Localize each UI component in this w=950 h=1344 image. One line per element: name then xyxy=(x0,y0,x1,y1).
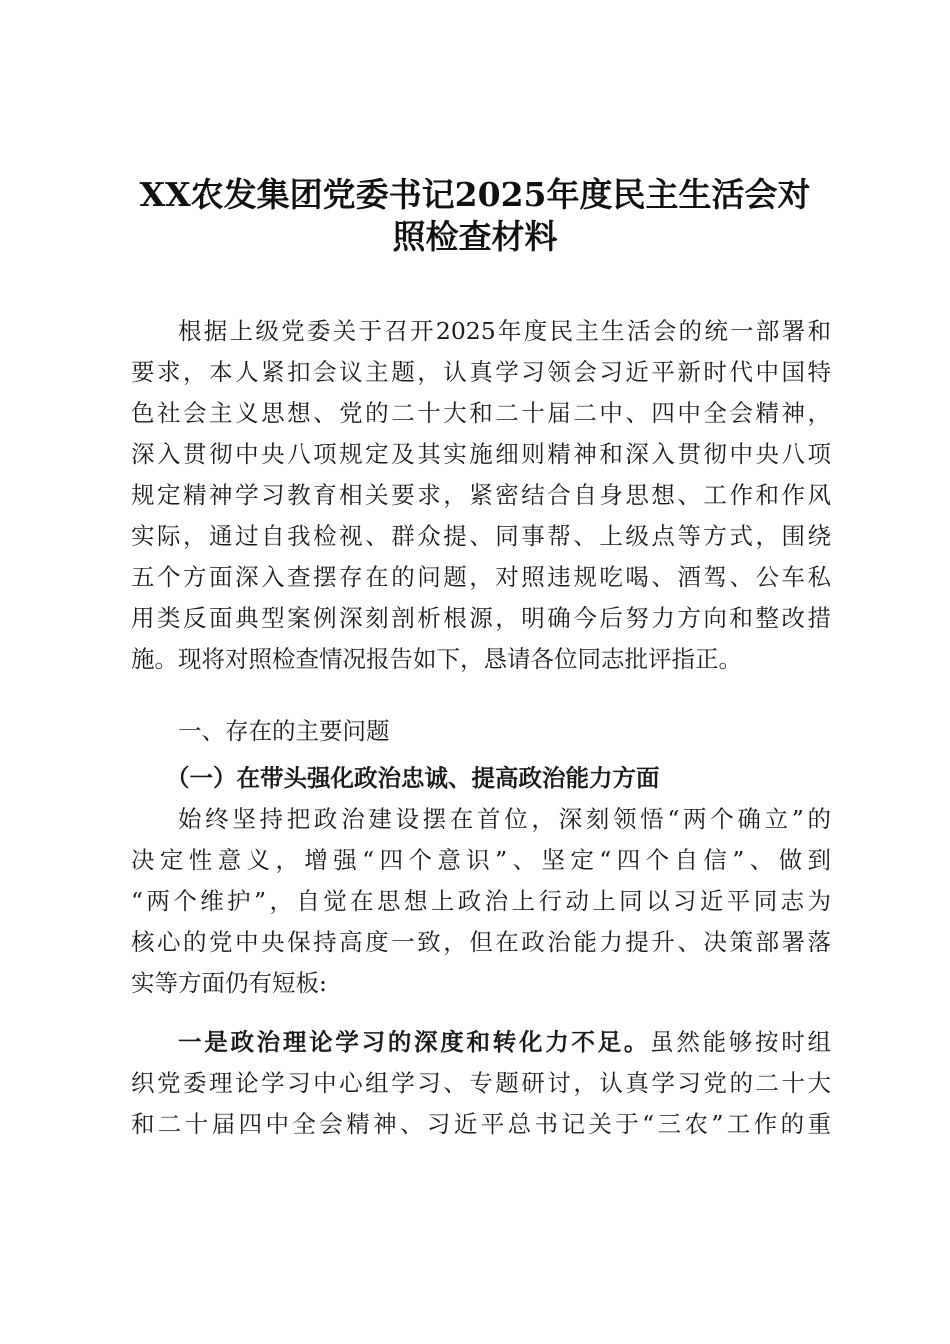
section-heading-level-2: （一）在带头强化政治忠诚、提高政治能力方面 xyxy=(166,764,660,792)
intro-line: 深入贯彻中央八项规定及其实施细则精神和深入贯彻中央八项 xyxy=(131,440,831,468)
document-title-line-2: 照检查材料 xyxy=(392,217,558,256)
point-one-rest: 虽然能够按时组 xyxy=(650,1028,831,1056)
intro-line: 五个方面深入查摆存在的问题，对照违规吃喝、酒驾、公车私 xyxy=(131,563,831,591)
intro-line: 施。现将对照检查情况报告如下，恳请各位同志批评指正。 xyxy=(131,645,742,673)
intro-line: 根据上级党委关于召开2025年度民主生活会的统一部署和 xyxy=(178,317,831,345)
section-line: “两个维护”，自觉在思想上政治上行动上同以习近平同志为 xyxy=(131,887,831,915)
intro-line: 要求，本人紧扣会议主题，认真学习领会习近平新时代中国特 xyxy=(131,358,831,386)
point-one-lead: 一是政治理论学习的深度和转化力不足。 xyxy=(178,1028,651,1056)
intro-line: 用类反面典型案例深刻剖析根源，明确今后努力方向和整改措 xyxy=(131,604,831,632)
section-line: 始终坚持把政治建设摆在首位，深刻领悟“两个确立”的 xyxy=(178,805,831,833)
document-title-line-1: XX农发集团党委书记2025年度民主生活会对 xyxy=(139,175,811,214)
section-line: 核心的党中央保持高度一致，但在政治能力提升、决策部署落 xyxy=(131,928,831,956)
point-one-line: 和二十届四中全会精神、习近平总书记关于“三农”工作的重 xyxy=(131,1110,831,1138)
intro-line: 实际，通过自我检视、群众提、同事帮、上级点等方式，围绕 xyxy=(131,522,831,550)
section-line: 决定性意义，增强“四个意识”、坚定“四个自信”、做到 xyxy=(131,846,831,874)
point-one-line xyxy=(178,1024,831,1060)
section-heading-level-1: 一、存在的主要问题 xyxy=(178,717,390,745)
intro-line: 规定精神学习教育相关要求，紧密结合自身思想、工作和作风 xyxy=(131,481,831,509)
section-line: 实等方面仍有短板: xyxy=(131,969,327,997)
intro-line: 色社会主义思想、党的二十大和二十届二中、四中全会精神， xyxy=(131,399,831,427)
point-one-line: 织党委理论学习中心组学习、专题研讨，认真学习党的二十大 xyxy=(131,1069,831,1097)
